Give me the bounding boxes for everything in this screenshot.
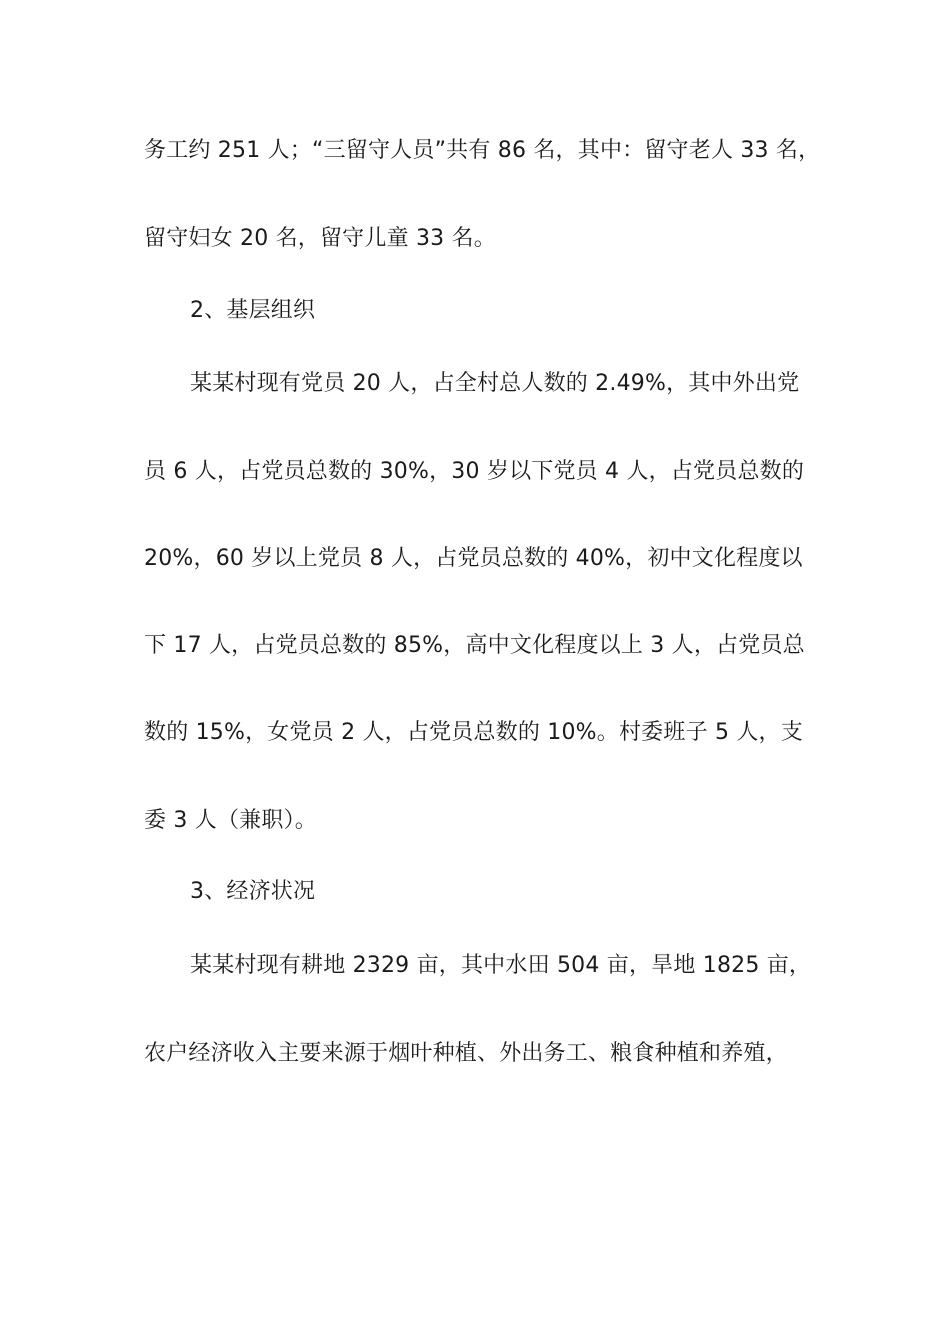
text-line-10: 农户经济收入主要来源于烟叶种植、外出务工、粮食种植和养殖， [144, 1041, 788, 1066]
text-line-7: 数的 15%，女党员 2 人，占党员总数的 10%。村委班子 5 人，支 [144, 720, 803, 745]
text-line-5: 20%，60 岁以上党员 8 人，占党员总数的 40%，初中文化程度以 [144, 546, 803, 571]
section-heading-grassroots: 2、基层组织 [190, 298, 316, 323]
text-line-2: 留守妇女 20 名，留守儿童 33 名。 [144, 226, 496, 251]
text-line-6: 下 17 人，占党员总数的 85%，高中文化程度以上 3 人，占党员总 [144, 633, 805, 658]
section-heading-economy: 3、经济状况 [190, 879, 316, 904]
text-line-1: 务工约 251 人；“三留守人员”共有 86 名，其中：留守老人 33 名， [144, 138, 821, 163]
text-line-3: 某某村现有党员 20 人，占全村总人数的 2.49%，其中外出党 [190, 371, 800, 396]
text-line-9: 某某村现有耕地 2329 亩，其中水田 504 亩，旱地 1825 亩， [190, 953, 812, 978]
text-line-4: 员 6 人，占党员总数的 30%，30 岁以下党员 4 人，占党员总数的 [144, 459, 805, 484]
text-line-8: 委 3 人（兼职）。 [144, 808, 317, 833]
